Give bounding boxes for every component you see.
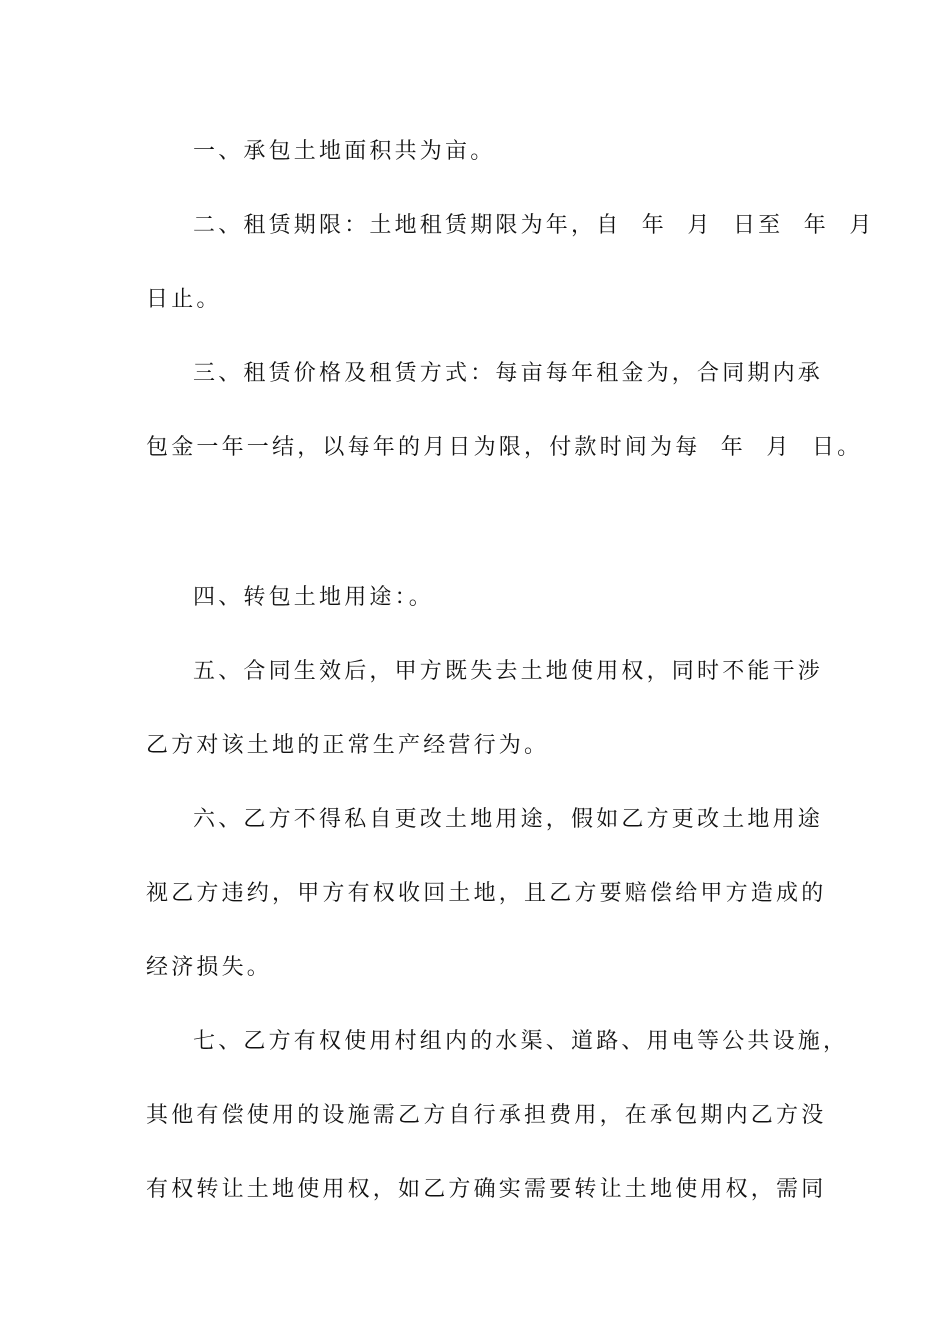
clause-2-line-2: 日止。	[146, 287, 222, 312]
clause-7-line-3: 有权转让土地使用权，如乙方确实需要转让土地使用权，需同	[146, 1177, 827, 1202]
clause-6-line-2: 视乙方违约，甲方有权收回土地，且乙方要赔偿给甲方造成的	[146, 881, 827, 906]
clause-6-line-1: 六、乙方不得私自更改土地用途，假如乙方更改土地用途	[193, 807, 824, 832]
clause-7-line-2: 其他有偿使用的设施需乙方自行承担费用，在承包期内乙方没	[146, 1103, 827, 1128]
clause-3-line-1: 三、租赁价格及租赁方式：每亩每年租金为，合同期内承	[193, 361, 824, 386]
clause-7-line-1: 七、乙方有权使用村组内的水渠、道路、用电等公共设施，	[193, 1029, 849, 1054]
clause-5-line-2: 乙方对该土地的正常生产经营行为。	[146, 733, 550, 758]
clause-1-line-1: 一、承包土地面积共为亩。	[193, 139, 496, 164]
clause-4-line-1: 四、转包土地用途：。	[193, 585, 435, 610]
clause-3-line-2: 包金一年一结，以每年的月日为限，付款时间为每 年 月 日。	[146, 435, 863, 460]
clause-6-line-3: 经济损失。	[146, 955, 273, 980]
clause-5-line-1: 五、合同生效后，甲方既失去土地使用权，同时不能干涉	[193, 659, 824, 684]
clause-2-line-1: 二、租赁期限：土地租赁期限为年，自 年 月 日至 年 月	[193, 213, 875, 238]
